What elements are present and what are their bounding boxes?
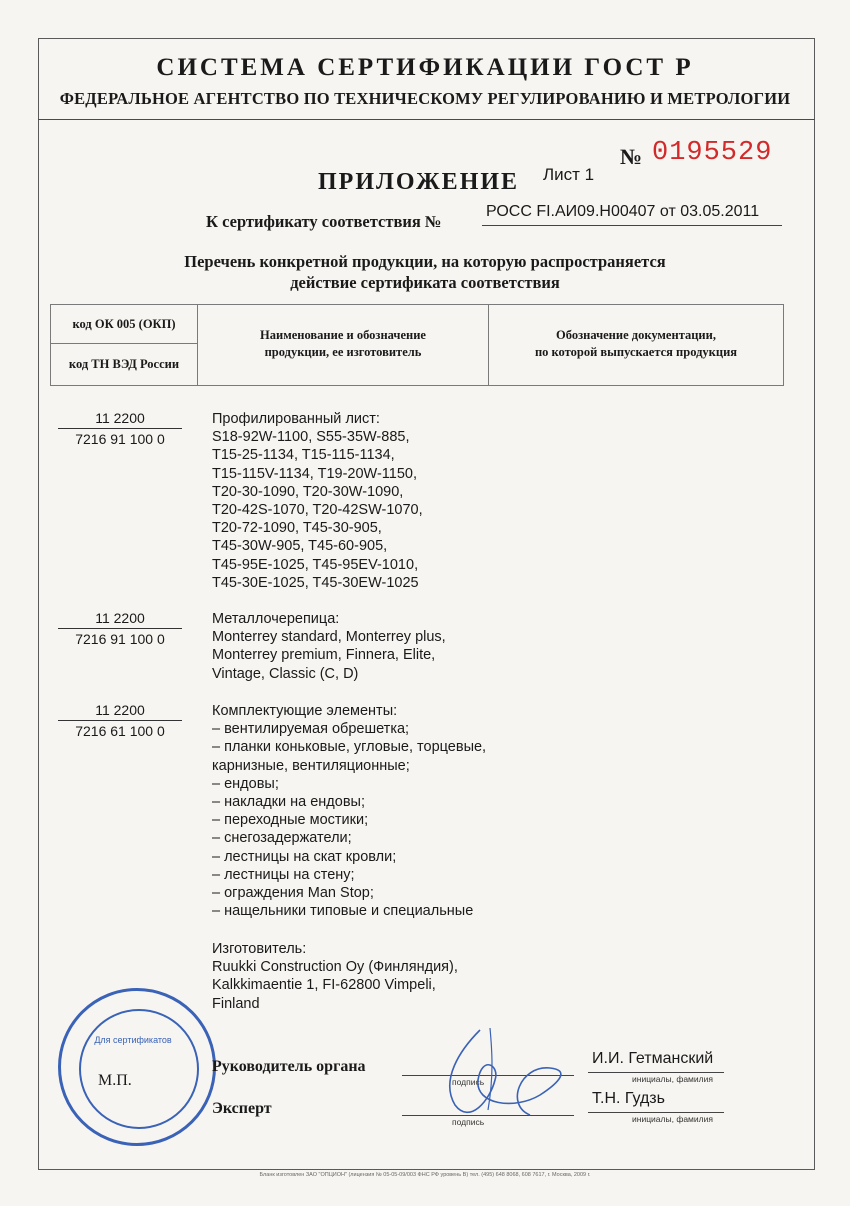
expert-role-label: Эксперт <box>212 1100 272 1117</box>
list-title: Перечень конкретной продукции, на которую распространяется действие сертификата соответствия <box>184 252 666 292</box>
header-divider <box>38 119 815 120</box>
entry-description: Металлочерепица: Monterrey standard, Monterrey plus, Monterrey premium, Finnera, Elite, Vintage, Classic (C, D) <box>212 611 446 682</box>
entry-description: Комплектующие элементы: – вентилируемая обрешетка; – планки коньковые, угловые, торцевые, карнизные, вентиляционные; – ендовы; – накладки на ендовы; – переходные мостики; – снегозадержатели; – лестницы на скат кровли; – лестницы на стену; – ограждения Man Stop; – нащельники типовые и специальные <box>212 703 487 920</box>
sheet-number: Лист 1 <box>543 165 595 184</box>
form-number: 0195529 <box>652 138 773 168</box>
manufacturer-block: Изготовитель: Ruukki Construction Oy (Финляндия), Kalkkimaentie 1, FI-62800 Vimpeli, Finland <box>212 941 458 1012</box>
code-okp: 11 2200 <box>58 610 182 629</box>
header-code-okp: код ОК 005 (ОКП) <box>72 317 176 331</box>
entry-codes <box>50 610 190 648</box>
code-tnved: 7216 91 100 0 <box>75 631 165 647</box>
number-sign: № <box>620 144 643 169</box>
code-okp: 11 2200 <box>58 702 182 721</box>
table-header <box>50 304 784 386</box>
seal-mark: М.П. <box>98 1072 132 1089</box>
expert-signature-caption: подпись <box>452 1117 485 1127</box>
code-tnved: 7216 61 100 0 <box>75 723 165 739</box>
expert-name-line <box>588 1112 724 1113</box>
certification-system-title: СИСТЕМА СЕРТИФИКАЦИИ ГОСТ Р <box>156 54 694 81</box>
entry-codes <box>50 410 190 448</box>
handwritten-signature <box>420 1010 580 1130</box>
code-okp: 11 2200 <box>58 410 182 429</box>
head-name: И.И. Гетманский <box>592 1050 714 1067</box>
head-role-label: Руководитель органа <box>212 1058 366 1075</box>
to-certificate-label: К сертификату соответствия № <box>206 212 442 231</box>
stamp-label: Для сертификатов <box>94 1035 172 1045</box>
certificate-underline <box>482 225 782 226</box>
header-product-name: Наименование и обозначение продукции, ее изготовитель <box>260 328 426 359</box>
head-name-caption: инициалы, фамилия <box>632 1074 713 1084</box>
header-documentation: Обозначение документации, по которой выпускается продукция <box>534 328 738 359</box>
appendix-title: ПРИЛОЖЕНИЕ <box>318 169 520 195</box>
blank-footer: Бланк изготовлен ЗАО "ОПЦИОН" (лицензия № 05-05-09/003 ФНС РФ уровень В) тел. (495) 648 8068, 608 7617, г. Москва, 2009 г. <box>259 1172 591 1178</box>
code-tnved: 7216 91 100 0 <box>75 431 165 447</box>
header-code-tnved: код ТН ВЭД России <box>68 357 180 371</box>
agency-title: ФЕДЕРАЛЬНОЕ АГЕНТСТВО ПО ТЕХНИЧЕСКОМУ РЕГУЛИРОВАНИЮ И МЕТРОЛОГИИ <box>59 89 791 108</box>
certificate-number: РОСС FI.АИ09.Н00407 от 03.05.2011 <box>486 203 760 220</box>
head-signature-caption: подпись <box>452 1077 485 1087</box>
entry-description: Профилированный лист: S18-92W-1100, S55-35W-885, T15-25-1134, T15-115-1134, T15-115V-1134, T19-20W-1150, T20-30-1090, T20-30W-1090, T20-42S-1070, T20-42SW-1070, T20-72-1090, T45-30-905, T45-30W-905, T45-60-905, T45-95E-1025, T45-95EV-1010, T45-30E-1025, T45-30EW-1025 <box>212 411 423 591</box>
seal-stamp <box>58 988 216 1146</box>
entry-codes <box>50 702 190 740</box>
expert-name: Т.Н. Гудзь <box>592 1090 665 1107</box>
expert-name-caption: инициалы, фамилия <box>632 1114 713 1124</box>
head-name-line <box>588 1072 724 1073</box>
